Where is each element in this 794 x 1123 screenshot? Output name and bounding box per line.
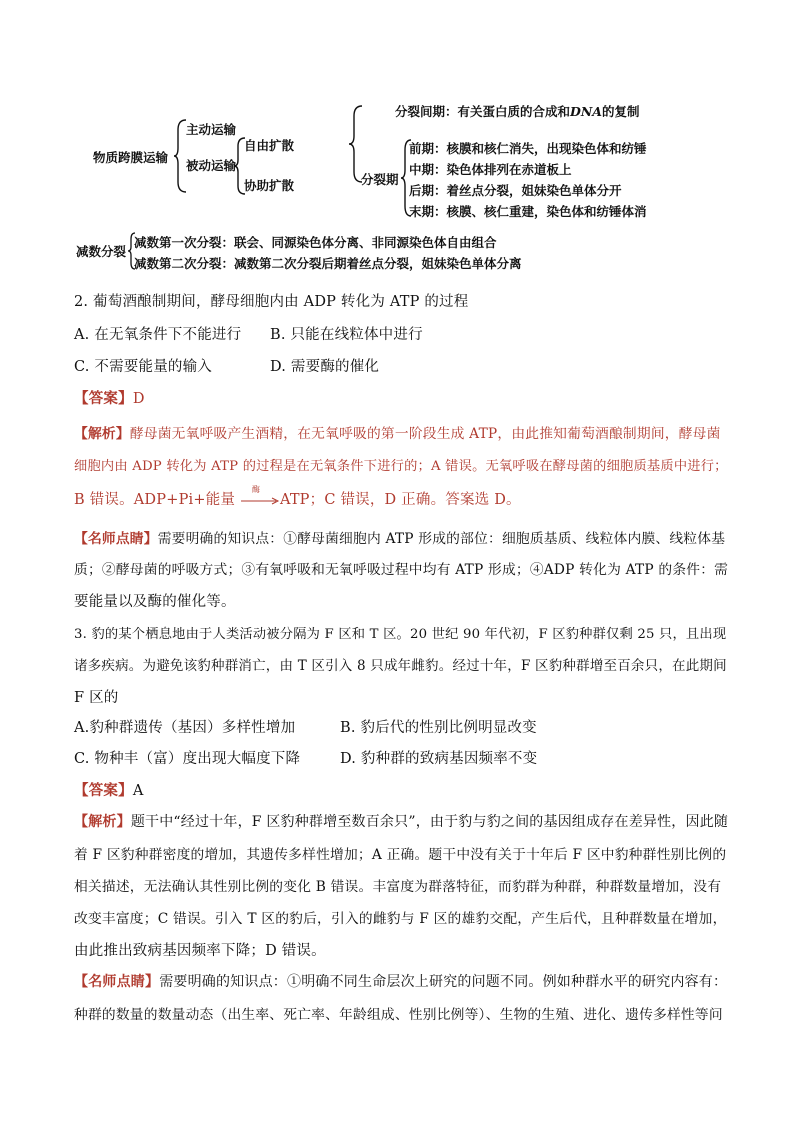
free-diffusion-label: 自由扩散	[244, 138, 295, 153]
q3-stem-line-2: 诸多疾病。为避免该豹种群消亡，由 T 区引入 8 只成年雌豹。经过十年，F 区豹种群增至百余只，在此期间	[74, 658, 727, 674]
q3-stem-line-3: F 区的	[74, 690, 119, 706]
q2-tip-line-2: 质；②酵母菌的呼吸方式；③有氧呼吸和无氧呼吸过程中均有 ATP 形成；④ADP 转化为 ATP 的条件：需	[74, 562, 729, 578]
equation-left: B 错误。ADP+Pi+能量	[74, 492, 236, 508]
analysis-text: 题干中“经过十年，F 区豹种群增至数百余只”，由于豹与豹之间的基因组成存在差异性，因此随	[130, 814, 729, 830]
interphase-dna: DNA	[570, 104, 602, 119]
q3-option-b: B. 豹后代的性别比例明显改变	[340, 720, 537, 736]
q3-tip-line-1	[74, 971, 727, 991]
q2-analysis-line-3	[74, 485, 521, 509]
q3-tip-line-2: 种群的数量的数量动态（出生率、死亡率、年龄组成、性别比例等）、生物的生殖、进化、遗传多样性等问	[74, 1007, 723, 1023]
q2-analysis-line-1	[74, 422, 721, 442]
meiosis-label: 减数分裂	[76, 244, 127, 259]
tip-text: 需要明确的知识点：①明确不同生命层次上研究的问题不同。例如种群水平的研究内容有：	[159, 974, 728, 990]
q3-analysis-line-5: 由此推出致病基因频率下降；D 错误。	[74, 943, 326, 959]
q2-tip-line-3: 要能量以及酶的催化等。	[74, 594, 236, 610]
q2-option-a: A. 在无氧条件下不能进行	[74, 327, 242, 343]
q3-analysis-line-4: 改变丰富度；C 错误。引入 T 区的豹后，引入的雌豹与 F 区的雄豹交配，产生后代，且种群数量在增加，	[74, 911, 727, 927]
phase-prophase: 前期：核膜和核仁消失，出现染色体和纺锤	[409, 141, 647, 156]
answer-value: D	[132, 391, 145, 407]
phase-telophase: 末期：核膜、核仁重建，染色体和纺锤体消	[409, 204, 647, 219]
tip-tag: 【名师点睛】	[74, 531, 158, 547]
mitosis-phase-list	[409, 138, 673, 222]
meiosis-second-division: 减数第二次分裂：减数第二次分裂后期着丝点分裂，姐妹染色单体分离	[134, 256, 522, 271]
q3-analysis-line-1	[74, 811, 728, 831]
reaction-arrow-icon	[240, 485, 280, 507]
answer-value: A	[132, 783, 144, 799]
facilitated-diffusion-label: 协助扩散	[244, 178, 295, 193]
analysis-tag: 【解析】	[74, 814, 131, 830]
q2-option-c: C. 不需要能量的输入	[74, 359, 212, 375]
phase-metaphase: 中期：染色体排列在赤道板上	[409, 162, 572, 177]
equation-right: ATP；C 错误，D 正确。答案选 D。	[279, 492, 521, 508]
answer-tag: 【答案】	[74, 782, 133, 799]
active-transport-label: 主动运输	[186, 122, 237, 137]
q3-option-c: C. 物种丰（富）度出现大幅度下降	[74, 751, 301, 767]
q2-tip-line-1	[74, 527, 725, 547]
q2-analysis-line-2: 细胞内由 ADP 转化为 ATP 的过程是在无氧条件下进行的；A 错误。无氧呼吸在酵母菌的细胞质基质中进行；	[74, 459, 728, 474]
interphase-tail: 的复制	[601, 104, 640, 119]
q3-answer	[74, 779, 143, 800]
passive-transport-label: 被动运输	[186, 158, 237, 173]
q3-stem-line-1: 3. 豹的某个栖息地由于人类活动被分隔为 F 区和 T 区。20 世纪 90 年代初，F 区豹种群仅剩 25 只，且出现	[74, 627, 727, 642]
q2-option-b: B. 只能在线粒体中进行	[270, 327, 423, 343]
q2-stem: 2. 葡萄酒酿制期间，酵母细胞内由 ADP 转化为 ATP 的过程	[74, 294, 469, 310]
q3-analysis-line-3: 相关描述，无法确认其性别比例的变化 B 错误。丰富度为群落特征，而豹群为种群，种群数量增加，没有	[74, 879, 722, 895]
analysis-text: 酵母菌无氧呼吸产生酒精，在无氧呼吸的第一阶段生成 ATP，由此推知葡萄酒酿制期间，酵母菌	[129, 426, 721, 442]
q3-option-a: A.豹种群遗传（基因）多样性增加	[74, 720, 296, 736]
phase-anaphase: 后期：着丝点分裂，姐妹染色单体分开	[409, 183, 622, 198]
analysis-tag: 【解析】	[74, 426, 130, 442]
mitosis-phase-label: 分裂期	[361, 172, 399, 187]
interphase-text	[395, 102, 640, 120]
q2-answer	[74, 387, 145, 408]
q3-analysis-line-2: 着 F 区豹种群密度的增加，其遗传多样性增加；A 正确。题干中没有关于十年后 F 区中豹种群性别比例的	[74, 847, 727, 863]
enzyme-label: 酶	[251, 485, 261, 494]
q3-option-d: D. 豹种群的致病基因频率不变	[340, 751, 538, 767]
interphase-label: 分裂间期：有关蛋白质的合成和	[395, 104, 571, 119]
tip-tag: 【名师点睛】	[74, 974, 160, 990]
diagram-root-label: 物质跨膜运输	[93, 150, 169, 165]
meiosis-first-division: 减数第一次分裂：联会、同源染色体分离、非同源染色体自由组合	[134, 235, 497, 250]
q2-option-d: D. 需要酶的催化	[270, 359, 380, 375]
answer-tag: 【答案】	[74, 390, 133, 407]
tip-text: 需要明确的知识点：①酵母菌细胞内 ATP 形成的部位：细胞质基质、线粒体内膜、线粒体基	[157, 531, 726, 547]
